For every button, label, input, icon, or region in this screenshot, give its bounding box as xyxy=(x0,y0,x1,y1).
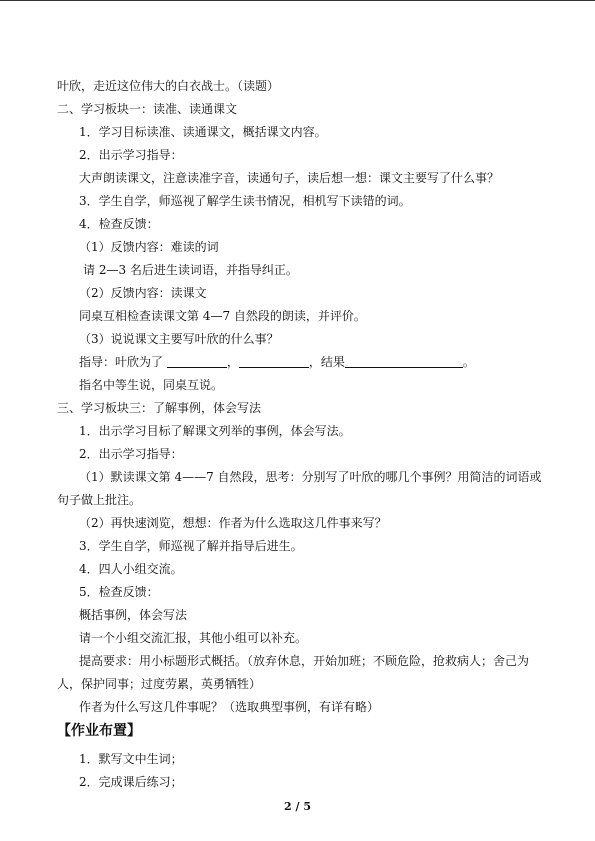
fill-blank-2 xyxy=(239,355,309,368)
text-line: 5．检查反馈： xyxy=(79,585,159,599)
text-line: （3）说说课文主要写叶欣的什么事？ xyxy=(79,332,279,346)
guide-end: 。 xyxy=(462,355,475,369)
text-line: （2）反馈内容：读课文 xyxy=(79,286,207,300)
homework-title: 【作业布置】 xyxy=(57,723,141,739)
text-line: 1．学习目标读准、读通课文，概括课文内容。 xyxy=(79,125,327,139)
text-line: 句子做上批注。 xyxy=(57,493,142,507)
guide-prefix: 指导：叶欣为了 xyxy=(79,355,164,369)
guide-sep-1: ， xyxy=(226,355,239,369)
text-line: 作者为什么写这几件事呢？（选取典型事例，有详有略） xyxy=(79,700,380,714)
text-line: 3．学生自学，师巡视了解学生读书情况，相机写下读错的词。 xyxy=(79,194,411,208)
text-line: 1．出示学习目标了解课文列举的事例，体会写法。 xyxy=(79,424,351,438)
text-line: 概括事例，体会写法 xyxy=(79,608,188,622)
text-line: 指名中等生说，同桌互说。 xyxy=(79,378,224,392)
text-line: 叶欣，走近这位伟大的白衣战士。（读题） xyxy=(57,79,280,93)
text-line: 2．出示学习指导： xyxy=(79,447,183,461)
page-number: 2 / 5 xyxy=(284,800,311,813)
fill-blank-3 xyxy=(345,355,463,368)
text-line: （1）默读课文第 4——7 自然段，思考：分别写了叶欣的哪几个事例？用简洁的词语或 xyxy=(79,470,542,484)
homework-item: 1．默写文中生词； xyxy=(79,752,183,766)
fill-blank-1 xyxy=(167,355,227,368)
text-line: 大声朗读课文，注意读准字音，读通句子，读后想一想：课文主要写了什么事？ xyxy=(79,171,500,185)
guide-sep-2: ，结果 xyxy=(308,355,345,369)
guide-fill-line xyxy=(79,354,475,370)
text-line: 4．检查反馈： xyxy=(79,217,159,231)
text-line: （1）反馈内容：难读的词 xyxy=(79,240,219,254)
text-line: 2．出示学习指导： xyxy=(79,148,183,162)
section-heading: 二、学习板块一：读准、读通课文 xyxy=(57,102,238,116)
text-line: 请 2—3 名后进生读词语，并指导纠正。 xyxy=(83,263,298,277)
page-top-border xyxy=(0,0,595,1)
text-line: 3．学生自学，师巡视了解并指导后进生。 xyxy=(79,539,303,553)
text-line: 请一个小组交流汇报，其他小组可以补充。 xyxy=(79,631,308,645)
homework-item: 2．完成课后练习； xyxy=(79,775,183,789)
text-line: 提高要求：用小标题形式概括。（放弃休息，开始加班；不顾危险，抢救病人；舍己为 xyxy=(79,654,530,668)
section-heading: 三、学习板块三：了解事例，体会写法 xyxy=(57,401,262,415)
text-line: （2）再快速浏览，想想：作者为什么选取这几件事来写？ xyxy=(79,516,387,530)
text-line: 同桌互相检查读课文第 4—7 自然段的朗读，并评价。 xyxy=(79,309,366,323)
text-line: 人，保护同事；过度劳累，英勇牺牲） xyxy=(57,677,262,691)
text-line: 4．四人小组交流。 xyxy=(79,562,183,576)
